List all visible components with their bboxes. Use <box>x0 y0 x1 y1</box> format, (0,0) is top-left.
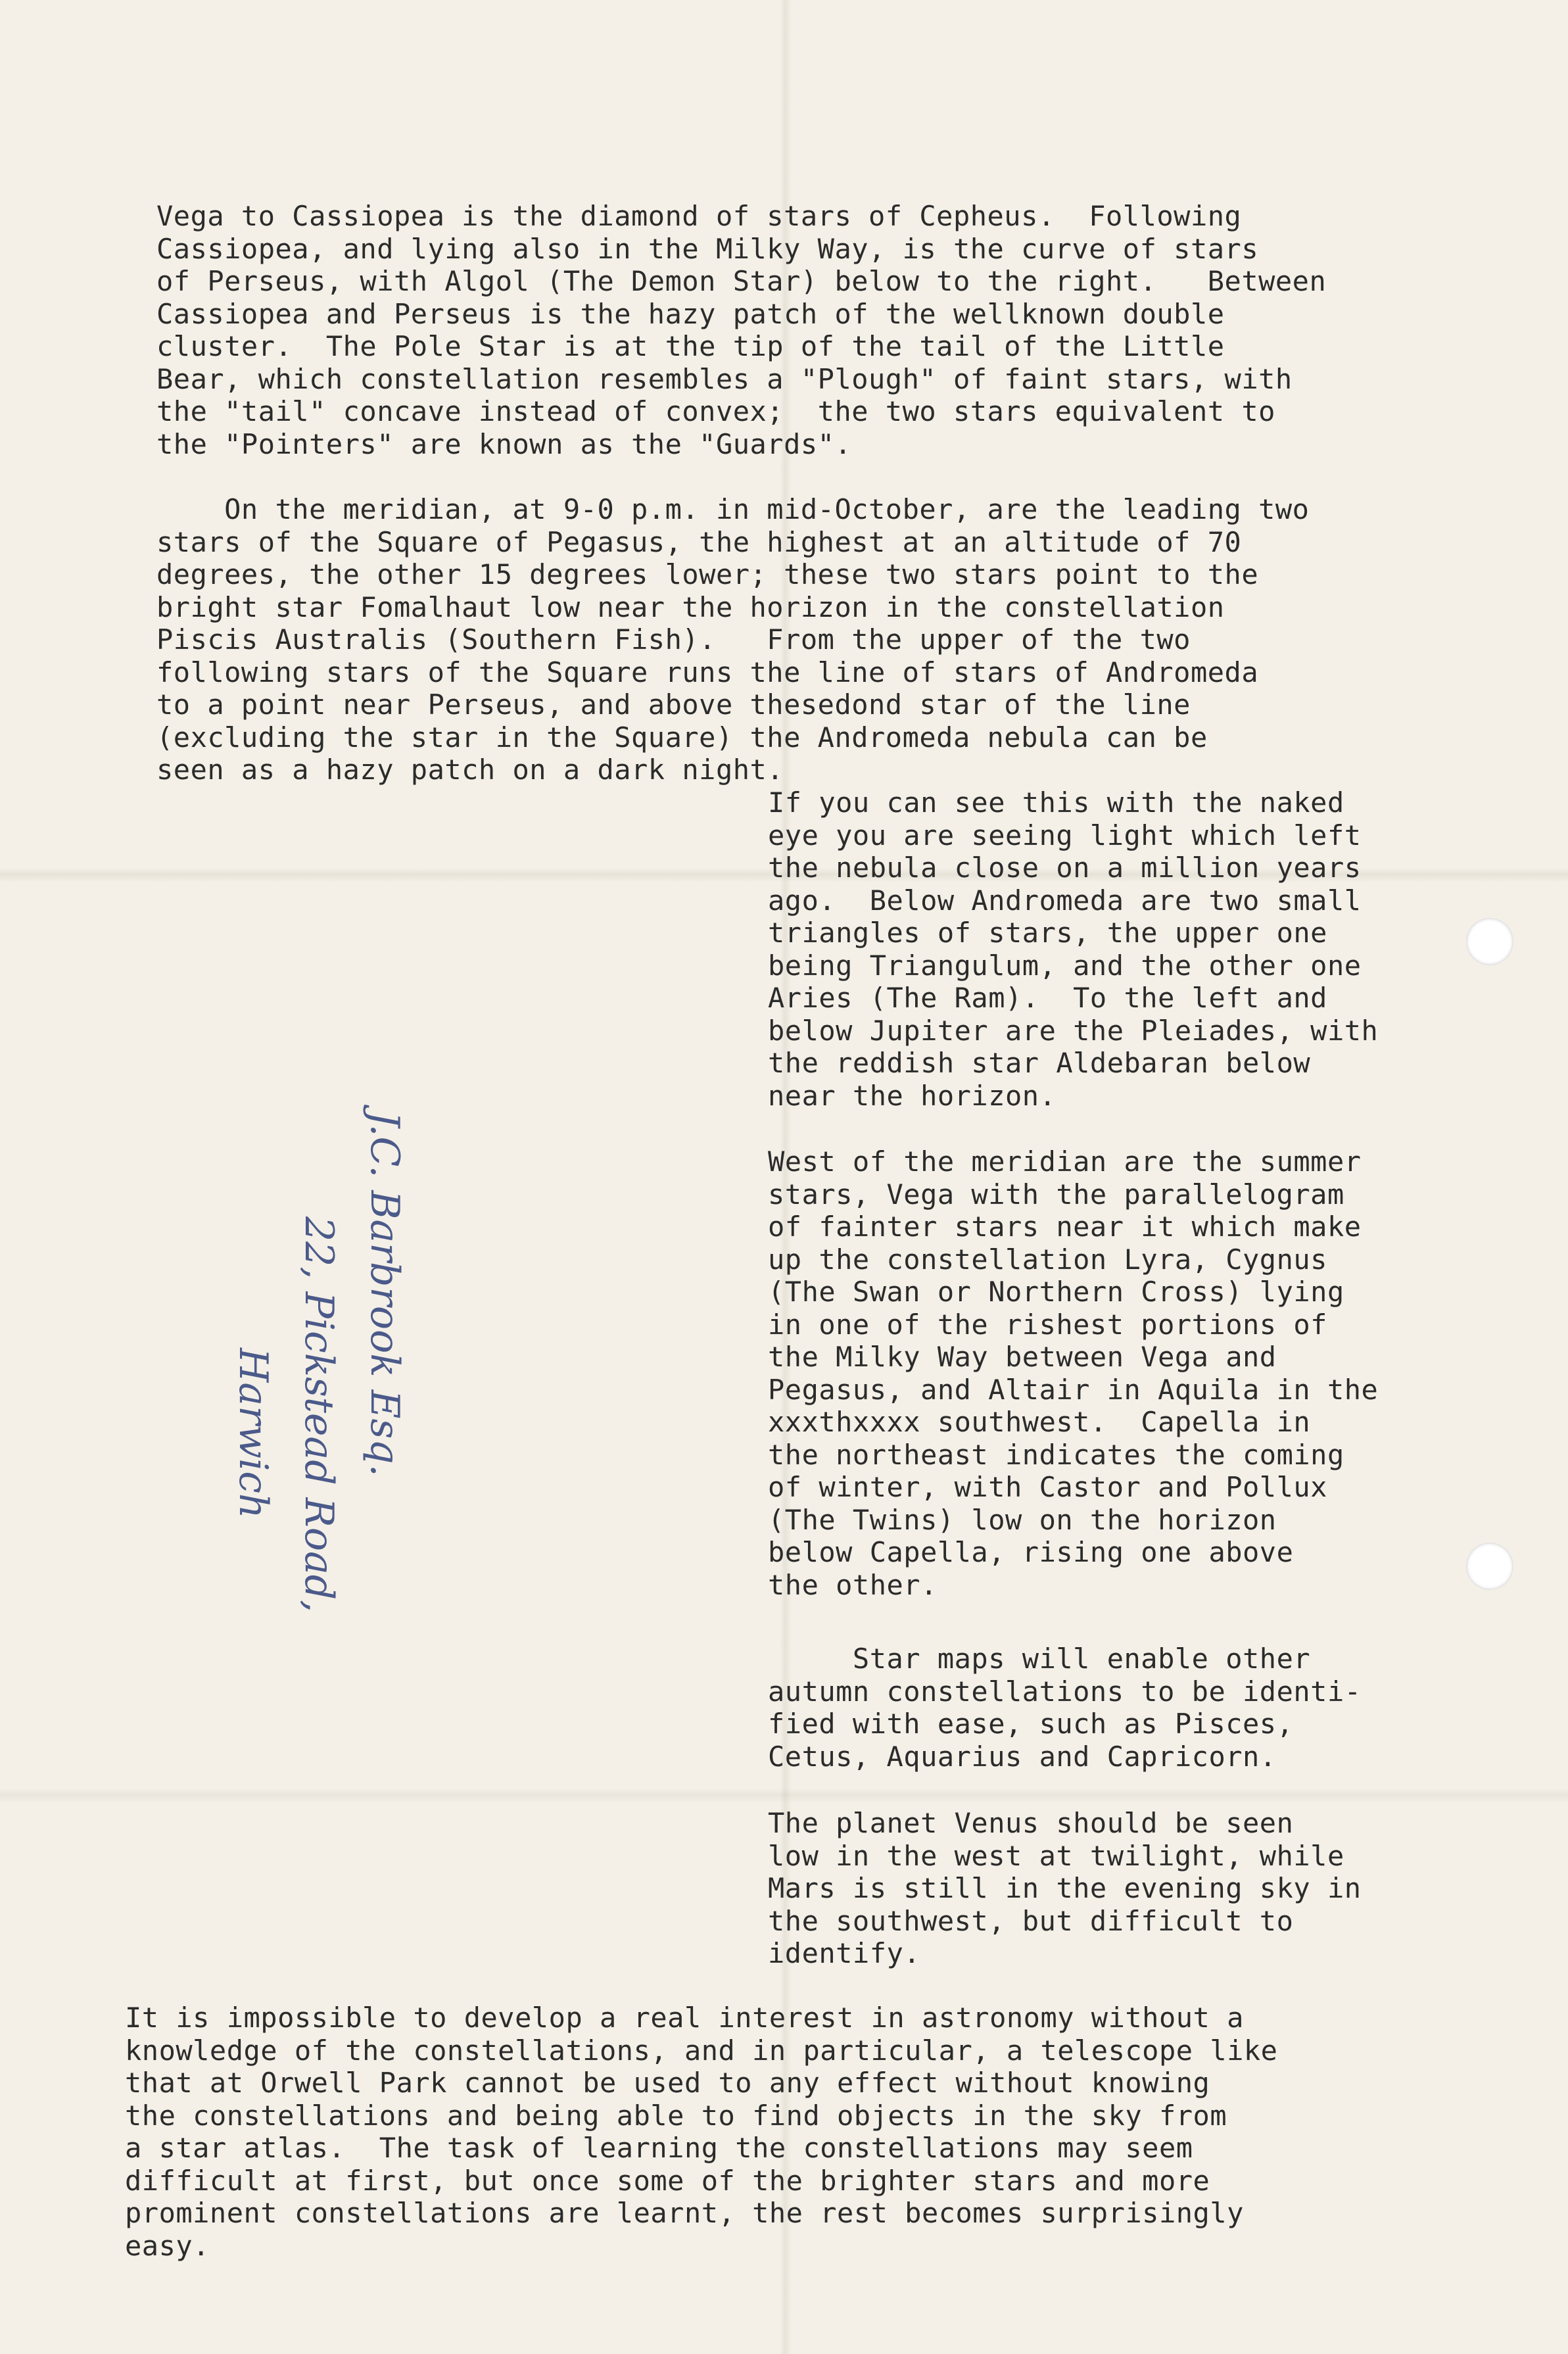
paragraph-summer-stars: West of the meridian are the summer stars, Vega with the parallelogram of fainter stars near it which make up the constellation Lyra, Cygnus (The Swan or Northern Cross) lying in one of the rishest portions of the Milky Way between Vega and Pegasus, and Altair in Aquila in the xxxthxxxx southwest. Capella in the northeast indicates the coming of winter, with Castor and Pollux (The Twins) low on the horizon below Capella, rising one above the other. <box>768 1145 1379 1601</box>
address-town: Harwich <box>230 1348 276 1519</box>
paragraph-planets: The planet Venus should be seen low in the west at twilight, while Mars is still in the evening sky in the southwest, but difficult to identify. <box>768 1807 1362 1969</box>
paragraph-conclusion: It is impossible to develop a real interest in astronomy without a knowledge of the constellations, and in particular, a telescope like that at Orwell Park cannot be used to any effect without knowing the constellations and being able to find objects in the sky from a star atlas. The task of learning the constellations may seem difficult at first, but once some of the brighter stars and more prominent constellations are learnt, the rest becomes surprisingly easy. <box>125 2002 1278 2262</box>
paragraph-star-maps: Star maps will enable other autumn constellations to be identi- fied with ease, such as Pisces, Cetus, Aquarius and Capricorn. <box>768 1643 1362 1773</box>
address-name: J.C. Barbrook Esq. <box>362 1111 408 1477</box>
handwritten-address <box>230 1111 703 1613</box>
punch-hole-bottom <box>1466 1543 1513 1590</box>
paragraph-andromeda-nebula: If you can see this with the naked eye you are seeing light which left the nebula close on a million years ago. Below Andromeda are two small triangles of stars, the upper one being Triangulum, and the other one Aries (The Ram). To the left and below Jupiter are the Pleiades, with the reddish star Aldebaran below near the horizon. <box>768 786 1379 1112</box>
punch-hole-top <box>1466 918 1513 965</box>
paragraph-cepheus-perseus: Vega to Cassiopea is the diamond of stars of Cepheus. Following Cassiopea, and lying also in the Milky Way, is the curve of stars of Perseus, with Algol (The Demon Star) below to the right. Between Cassiopea and Perseus is the hazy patch of the wellknown double cluster. The Pole Star is at the tip of the tail of the Little Bear, which constellation resembles a "Plough" of faint stars, with the "tail" concave instead of convex; the two stars equivalent to the "Pointers" are known as the "Guards". <box>156 200 1327 460</box>
paragraph-meridian-pegasus: On the meridian, at 9-0 p.m. in mid-October, are the leading two stars of the Square of Pegasus, the highest at an altitude of 70 degrees, the other 15 degrees lower; these two stars point to the bright star Fomalhaut low near the horizon in the constellation Piscis Australis (Southern Fish). From the upper of the two following stars of the Square runs the line of stars of Andromeda to a point near Perseus, and above thesedond star of the line (excluding the star in the Square) the Andromeda nebula can be seen as a hazy patch on a dark night. <box>156 493 1310 786</box>
address-street: 22, Pickstead Road, <box>296 1216 342 1613</box>
